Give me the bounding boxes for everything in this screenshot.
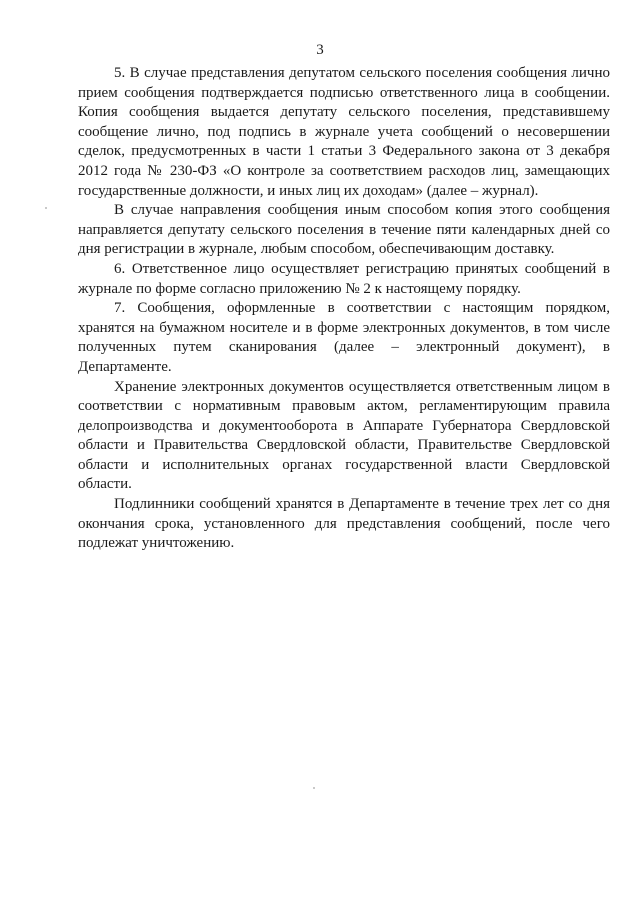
scan-speck	[313, 787, 315, 789]
paragraph-item-7: 7. Сообщения, оформленные в соответствии с настоящим порядком, хранятся на бумажном носителе и в форме электронных документов, в том числе полученных путем сканирования (далее – электронный документ), в Департаменте.	[78, 300, 610, 375]
document-body	[78, 64, 610, 554]
paragraph-electronic-storage: Хранение электронных документов осуществляется ответственным лицом в соответствии с нормативным правовым актом, регламентирующим правила делопроизводства и документооборота в Аппарате Губернатора Свердловской области и Правительства Свердловской области, Правительстве Свердловской области и исполнительных органах государственной власти Свердловской области.	[78, 378, 610, 493]
paragraph-item-6: 6. Ответственное лицо осуществляет регистрацию принятых сообщений в журнале по форме согласно приложению № 2 к настоящему порядку.	[78, 260, 610, 297]
paragraph-copy-delivery: В случае направления сообщения иным способом копия этого сообщения направляется депутату сельского поселения в течение пяти календарных дней со дня регистрации в журнале, любым способом, обеспечивающим доставку.	[78, 202, 610, 258]
paragraph-originals-storage: Подлинники сообщений хранятся в Департаменте в течение трех лет со дня окончания срока, установленного для представления сообщений, после чего подлежат уничтожению.	[78, 496, 610, 552]
scan-speck	[45, 207, 47, 209]
paragraph-item-5: 5. В случае представления депутатом сельского поселения сообщения лично прием сообщения подтверждается подписью ответственного лица в сообщении. Копия сообщения выдается депутату сельского поселения, представившему сообщение лично, под подпись в журнале учета сообщений о несовершении сделок, предусмотренных в части 1 статьи 3 Федерального закона от 3 декабря 2012 года № 230-ФЗ «О контроле за соответствием расходов лиц, замещающих государственные должности, и иных лиц их доходам» (далее – журнал).	[78, 65, 610, 199]
page-number: 3	[316, 42, 324, 58]
